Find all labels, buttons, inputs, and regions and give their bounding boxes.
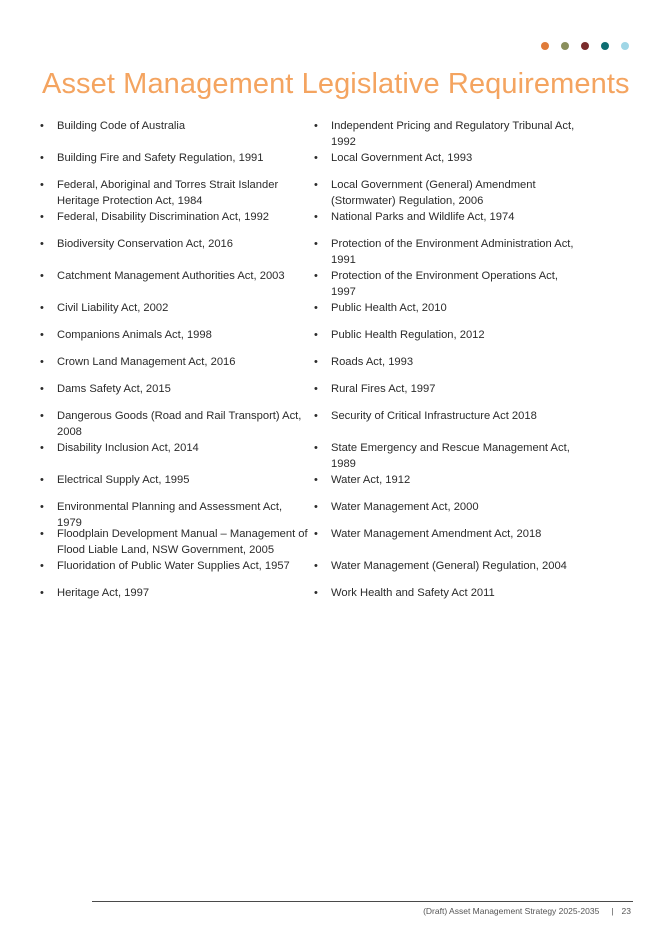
list-item [40, 408, 310, 440]
bullet-marker: • [314, 211, 318, 223]
list-item [40, 354, 310, 370]
light-blue-dot [621, 42, 629, 50]
bullet-marker: • [40, 152, 44, 164]
legislation-name: Water Management (General) Regulation, 2004 [331, 560, 567, 572]
list-item [40, 558, 310, 574]
bullet-marker: • [314, 356, 318, 368]
list-item [314, 558, 584, 574]
list-item [314, 440, 584, 472]
bullet-marker: • [40, 383, 44, 395]
legislation-name: Local Government Act, 1993 [331, 152, 473, 164]
bullet-marker: • [40, 270, 44, 282]
page-number: 23 [621, 906, 631, 916]
legislation-name: Building Code of Australia [57, 120, 186, 132]
legislation-name: Water Management Amendment Act, 2018 [331, 528, 542, 540]
bullet-marker: • [314, 442, 318, 454]
legislation-name: Disability Inclusion Act, 2014 [57, 442, 199, 454]
list-item [40, 585, 310, 601]
bullet-marker: • [314, 560, 318, 572]
legislation-name: Civil Liability Act, 2002 [57, 302, 169, 314]
footer-document-title: (Draft) Asset Management Strategy 2025-2035 [423, 906, 600, 916]
legislation-name: Companions Animals Act, 1998 [57, 329, 212, 341]
legislation-name: Electrical Supply Act, 1995 [57, 474, 190, 486]
bullet-marker: • [40, 410, 44, 422]
list-item [40, 150, 310, 166]
legislation-name: Public Health Regulation, 2012 [331, 329, 485, 341]
list-item [40, 209, 310, 225]
legislation-name: Public Health Act, 2010 [331, 302, 447, 314]
legislation-name: Water Act, 1912 [331, 474, 411, 486]
legislation-name: Federal, Disability Discrimination Act, 1992 [57, 211, 270, 223]
legislation-name: Heritage Act, 1997 [57, 587, 150, 599]
legislation-name: State Emergency and Rescue Management Act, 1989 [331, 442, 570, 470]
bullet-marker: • [40, 120, 44, 132]
list-item [40, 526, 310, 558]
list-item [314, 472, 584, 488]
bullet-marker: • [40, 474, 44, 486]
legislation-name: Rural Fires Act, 1997 [331, 383, 436, 395]
bullet-marker: • [314, 474, 318, 486]
bullet-marker: • [40, 587, 44, 599]
bullet-marker: • [314, 501, 318, 513]
legislation-name: Building Fire and Safety Regulation, 1991 [57, 152, 264, 164]
legislation-name: Biodiversity Conservation Act, 2016 [57, 238, 233, 250]
bullet-marker: • [314, 152, 318, 164]
list-item [314, 118, 584, 150]
bullet-marker: • [314, 383, 318, 395]
list-item [40, 177, 310, 209]
list-item [314, 268, 584, 300]
list-item [40, 327, 310, 343]
bullet-marker: • [40, 501, 44, 513]
bullet-marker: • [40, 179, 44, 191]
maroon-dot [581, 42, 589, 50]
bullet-marker: • [40, 329, 44, 341]
list-item [40, 236, 310, 252]
olive-dot [561, 42, 569, 50]
list-item [314, 526, 584, 542]
legislation-name: National Parks and Wildlife Act, 1974 [331, 211, 515, 223]
bullet-marker: • [314, 270, 318, 282]
bullet-marker: • [314, 329, 318, 341]
bullet-marker: • [40, 356, 44, 368]
legislation-name: Fluoridation of Public Water Supplies Act, 1957 [57, 560, 290, 572]
list-item [314, 354, 584, 370]
list-item [314, 209, 584, 225]
list-item [40, 300, 310, 316]
bullet-marker: • [314, 302, 318, 314]
bullet-marker: • [40, 211, 44, 223]
page-title: Asset Management Legislative Requirements [42, 68, 630, 100]
list-item [314, 499, 584, 515]
list-item [40, 440, 310, 456]
list-item [314, 150, 584, 166]
legislation-name: Environmental Planning and Assessment Act, 1979 [57, 501, 283, 529]
bullet-marker: • [40, 528, 44, 540]
list-item [40, 118, 310, 134]
list-item [314, 177, 584, 209]
list-item [314, 236, 584, 268]
legislation-name: Dams Safety Act, 2015 [57, 383, 171, 395]
decorative-dots [541, 42, 629, 50]
list-item [314, 381, 584, 397]
legislation-name: Crown Land Management Act, 2016 [57, 356, 236, 368]
legislation-name: Protection of the Environment Administration Act, 1991 [331, 238, 574, 266]
page-footer [423, 906, 631, 916]
list-item [40, 472, 310, 488]
bullet-marker: • [314, 238, 318, 250]
list-item [40, 268, 310, 284]
list-item [314, 585, 584, 601]
teal-dot [601, 42, 609, 50]
legislation-name: Protection of the Environment Operations Act, 1997 [331, 270, 558, 298]
orange-dot [541, 42, 549, 50]
legislation-name: Local Government (General) Amendment (Stormwater) Regulation, 2006 [331, 179, 536, 207]
list-item [314, 327, 584, 343]
legislation-name: Security of Critical Infrastructure Act 2018 [331, 410, 537, 422]
bullet-marker: • [314, 120, 318, 132]
bullet-marker: • [314, 410, 318, 422]
legislation-name: Federal, Aboriginal and Torres Strait Islander Heritage Protection Act, 1984 [57, 179, 279, 207]
bullet-marker: • [40, 560, 44, 572]
legislation-name: Catchment Management Authorities Act, 2003 [57, 270, 285, 282]
footer-separator: | [611, 906, 614, 916]
bullet-marker: • [40, 238, 44, 250]
bullet-marker: • [314, 179, 318, 191]
legislation-name: Water Management Act, 2000 [331, 501, 479, 513]
legislation-name: Floodplain Development Manual – Management of Flood Liable Land, NSW Government, 2005 [57, 528, 308, 556]
legislation-name: Work Health and Safety Act 2011 [331, 587, 495, 599]
bullet-marker: • [314, 528, 318, 540]
legislation-name: Independent Pricing and Regulatory Tribunal Act, 1992 [331, 120, 575, 148]
bullet-marker: • [40, 442, 44, 454]
legislation-name: Roads Act, 1993 [331, 356, 414, 368]
bullet-marker: • [40, 302, 44, 314]
list-item [40, 381, 310, 397]
list-item [314, 300, 584, 316]
bullet-marker: • [314, 587, 318, 599]
footer-divider [92, 901, 633, 902]
legislation-name: Dangerous Goods (Road and Rail Transport) Act, 2008 [57, 410, 302, 438]
list-item [314, 408, 584, 424]
